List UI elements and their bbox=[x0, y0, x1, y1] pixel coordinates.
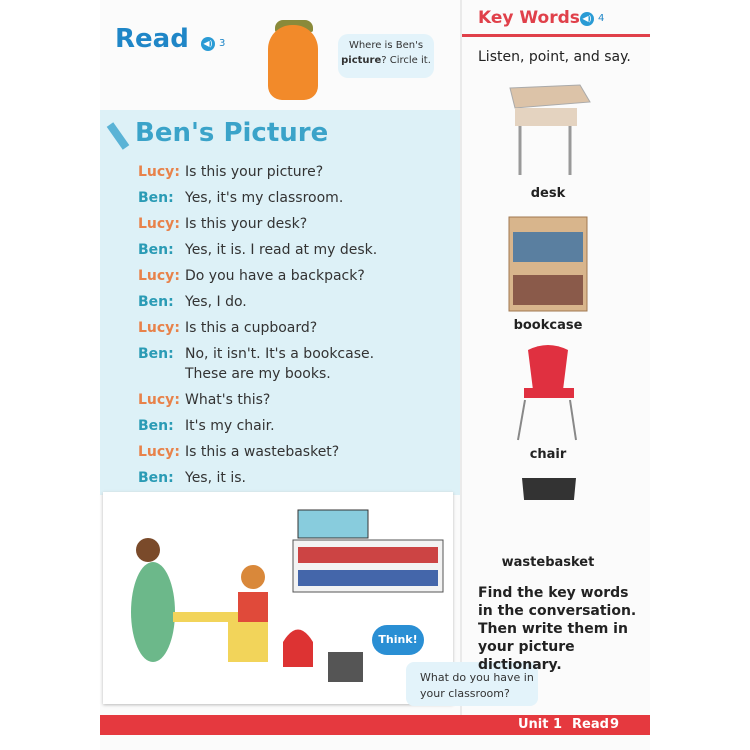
speaker-label: Ben: bbox=[138, 190, 174, 206]
dialogue-line: What's this? bbox=[185, 392, 271, 408]
dialogue-line: No, it isn't. It's a bookcase. bbox=[185, 346, 375, 362]
page-footer bbox=[100, 715, 650, 735]
audio-track-number: 3 bbox=[219, 38, 226, 49]
speaker-label: Lucy: bbox=[138, 216, 180, 232]
dialogue-line: Is this a wastebasket? bbox=[185, 444, 340, 460]
speaker-label: Lucy: bbox=[138, 164, 180, 180]
speaker-label: Lucy: bbox=[138, 268, 180, 284]
think-q-line1: What do you have in bbox=[420, 671, 534, 684]
speaker-label: Ben: bbox=[138, 470, 174, 486]
speaker-label: Lucy: bbox=[138, 320, 180, 336]
wastebasket-image bbox=[522, 478, 576, 500]
speaker-label: Lucy: bbox=[138, 444, 180, 460]
key-word-desk: desk bbox=[530, 186, 566, 201]
dialogue-line: Yes, it is. I read at my desk. bbox=[185, 242, 378, 258]
dialogue-line: Yes, I do. bbox=[185, 294, 247, 310]
dialogue-line: Is this your picture? bbox=[185, 164, 324, 180]
page-number: 9 bbox=[610, 717, 620, 732]
key-words-title: Key Words bbox=[478, 8, 580, 28]
bookcase-image bbox=[509, 217, 587, 311]
dialogue-line: Is this your desk? bbox=[185, 216, 308, 232]
mascot-character bbox=[268, 25, 318, 100]
footer-unit: Unit 1 bbox=[518, 717, 563, 732]
key-word-bookcase: bookcase bbox=[513, 318, 583, 333]
think-q-line2: your classroom? bbox=[420, 687, 510, 700]
think-cloud: Think! bbox=[372, 625, 424, 655]
audio-icon[interactable]: ◀) bbox=[580, 12, 594, 26]
bubble-text: Where is Ben's bbox=[348, 40, 424, 51]
desk-image bbox=[510, 85, 590, 175]
chair-image bbox=[518, 345, 576, 440]
speech-bubble bbox=[338, 34, 434, 78]
speaker-label: Ben: bbox=[138, 242, 174, 258]
bubble-bold: picture bbox=[341, 55, 382, 66]
key-word-pictures bbox=[500, 80, 600, 500]
dialogue-line: Yes, it's my classroom. bbox=[185, 190, 344, 206]
dialogue-line: These are my books. bbox=[185, 366, 331, 382]
key-word-wastebasket: wastebasket bbox=[501, 555, 595, 570]
key-word-chair: chair bbox=[529, 447, 567, 462]
audio-track-number: 4 bbox=[598, 13, 605, 24]
speaker-label: Ben: bbox=[138, 346, 174, 362]
classroom-illustration bbox=[103, 492, 453, 704]
speaker-label: Lucy: bbox=[138, 392, 180, 408]
dialogue-line: Do you have a backpack? bbox=[185, 268, 365, 284]
column-divider bbox=[460, 0, 462, 715]
title-rule bbox=[462, 34, 650, 37]
instruction: Listen, point, and say. bbox=[478, 49, 631, 65]
section-title: Read bbox=[115, 24, 189, 54]
activity-instruction: Find the key words in the conversation. Then write them in your picture dictionary. bbox=[478, 585, 637, 673]
dialogue-line: It's my chair. bbox=[185, 418, 275, 434]
story-title: Ben's Picture bbox=[135, 118, 329, 148]
footer-section: Read bbox=[572, 717, 609, 732]
dialogue-line: Is this a cupboard? bbox=[185, 320, 318, 336]
audio-icon[interactable]: ◀) bbox=[201, 37, 215, 51]
bubble-rest: ? Circle it. bbox=[381, 55, 431, 66]
speaker-label: Ben: bbox=[138, 418, 174, 434]
dialogue-line: Yes, it is. bbox=[185, 470, 246, 486]
speaker-label: Ben: bbox=[138, 294, 174, 310]
